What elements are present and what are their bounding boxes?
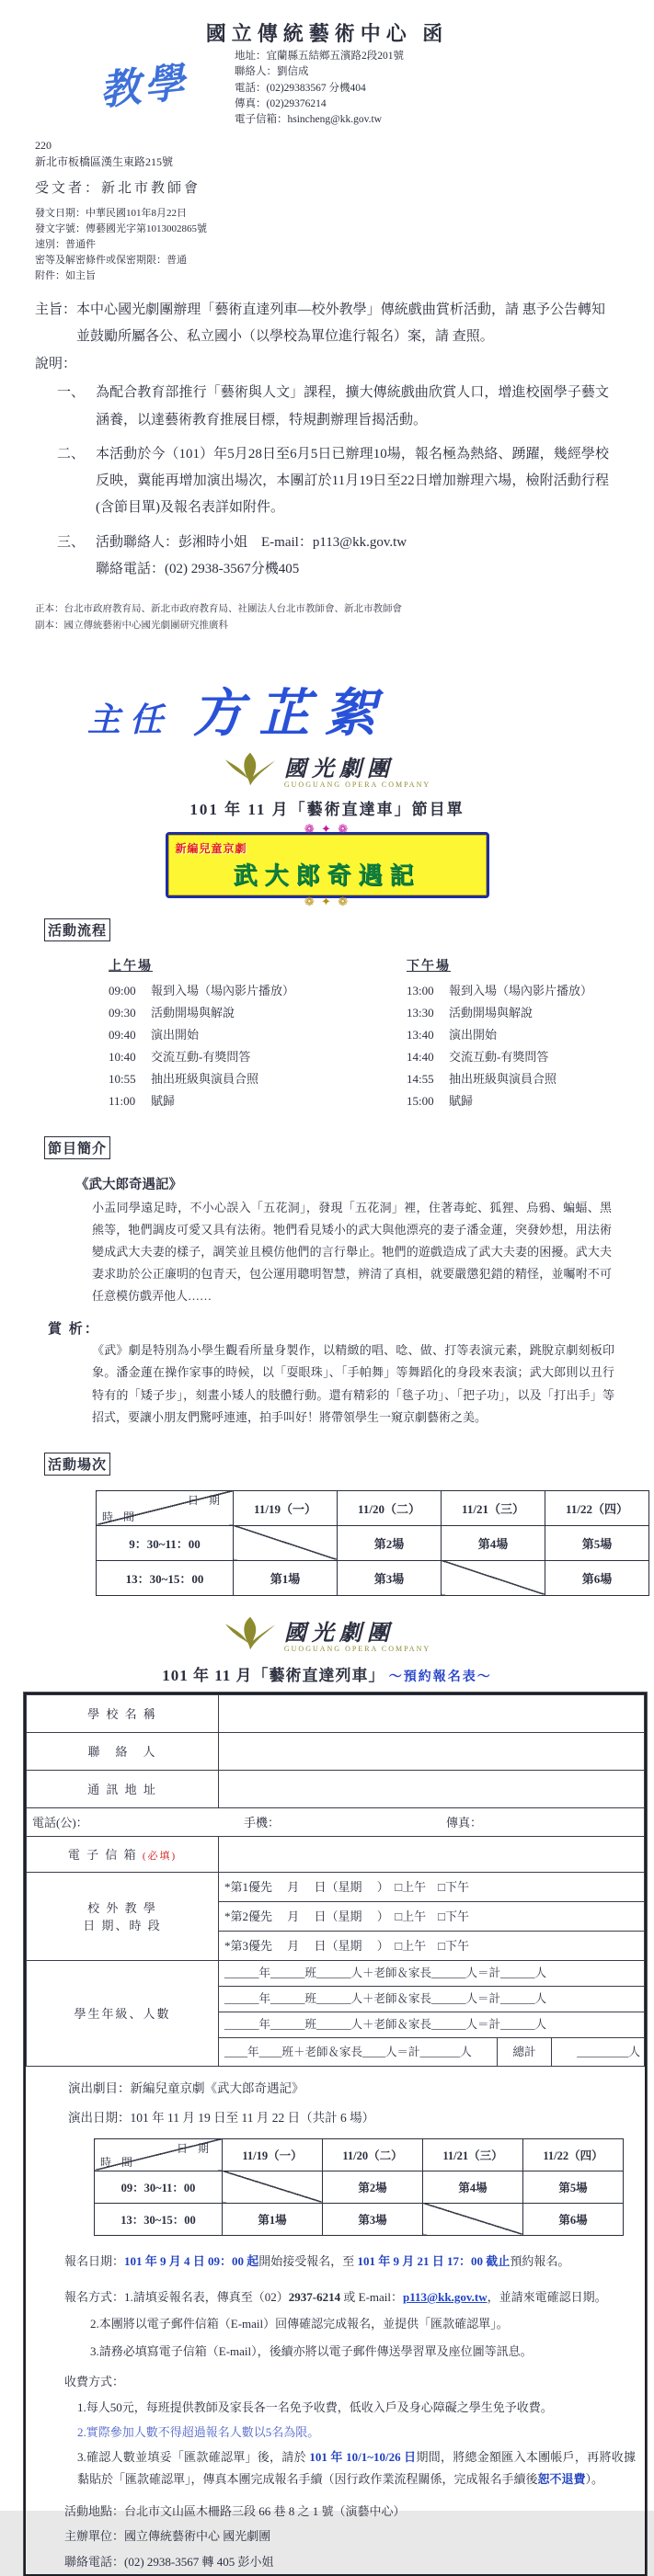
signup-start: 101 年 9 月 4 日 09：00 起 [124,2253,259,2268]
flow-row [407,980,654,1002]
play-synopsis: 小盂同學遠足時，不小心誤入「五花洞」，發現「五花洞」裡，住著毒蛇、狐狸、烏鴉、蝙蝠、黑熊等，牠們調皮可愛又具有法術。牠們看見矮小的武大與他漂亮的妻子潘金蓮，突發妙想，用法術變成武大夫妻的樣子，調笑並且模仿他們的言行舉止。牠們的遊戲造成了武大夫妻的困擾。武大夫妻求助於公正廉明的包青天，包公運用聰明智慧，辨清了真相，就要嚴懲犯錯的精怪，並囑咐不可任意模仿戲弄他人…… [92,1201,612,1304]
session-cell: 第4場 [442,1525,545,1560]
flow-event: 賦歸 [449,1094,474,1109]
flow-event: 報到入場（場內影片播放） [151,983,295,997]
date-header: 11/22（四） [545,1490,649,1525]
flow-event: 演出開始 [151,1028,200,1043]
fax-number: 2937-6214 [288,2290,341,2305]
item3-line2: 聯絡電話：(02) 2938-3567分機405 [96,561,300,576]
intro-section-label: 節目簡介 [44,1136,110,1159]
form-title-main: 101 年 11 月「藝術直達列車」 [162,1666,385,1684]
fax-label: 傳真： [446,1816,483,1830]
date-header: 11/19（一） [223,2138,323,2171]
flow-row [407,1002,654,1024]
session-cell: 第3場 [323,2203,423,2235]
visit-date-label: 校 外 教 學 日 期、時 段 [27,1872,219,1960]
fee-item-1: 1.每人50元，每班提供教師及家長各一名免予收費，低收入戶及身心障礙之學生免予收費。 [77,2399,553,2414]
program-sheet-title: 101 年 11 月「藝術直達車」節目單 [189,800,465,818]
afternoon-schedule [407,956,654,1112]
session-cell: 第2場 [338,1525,442,1560]
date-header: 11/21（三） [423,2138,523,2171]
no-session-cell [223,2171,323,2203]
sender-contact: 聯絡人：劉信成 [235,66,309,78]
form-footer [64,2499,645,2574]
subject-text: 本中心國光劇團辦理「藝術直達列車—校外教學」傳統戲曲賞析活動，請 惠予公告轉知並鼓勵所屬各公、私立國小（以學校為單位進行報名）案，請 查照。 [76,302,605,344]
table-row [95,2203,624,2235]
corner-date-label: 日 期 [176,2141,212,2155]
form-fields-table [26,1694,645,2067]
signature-title: 主任 [87,701,173,738]
form-title [0,1662,654,1685]
item-text: 為配合教育部推行「藝術與人文」課程，擴大傳統戲曲欣賞人口，增進校園學子藝文涵養，以達藝術教育推展目標，特規劃辦理旨揭活動。 [96,385,609,427]
flow-event: 報到入場（場內影片播放） [449,983,593,997]
letter-head [0,0,654,128]
session-cell: 第5場 [545,1525,649,1560]
sender-contact-block [235,49,654,128]
school-name-label: 學 校 名 稱 [27,1694,219,1732]
time-cell: 13：30~15：00 [97,1560,234,1595]
flow-time: 15:00 [407,1094,434,1109]
time-cell: 9：30~11：00 [97,1525,234,1560]
flow-event: 交流互動-有獎問答 [151,1050,251,1065]
flow-section-label: 活動流程 [44,918,110,941]
subject-label: 主旨： [35,302,77,318]
time-cell: 13：30~15：00 [95,2203,223,2235]
date-header: 11/21（三） [442,1490,545,1525]
document-title: 國立傳統藝術中心 函 [205,22,449,45]
date-header: 11/20（二） [338,1490,442,1525]
corner-time-label: 時 間 [102,1510,139,1523]
date-header: 11/22（四） [523,2138,624,2171]
attachment-note: 附件：如主旨 [35,270,96,282]
afternoon-header: 下午場 [407,959,451,974]
mailing-address-label: 通 訊 地 址 [27,1770,219,1807]
cc-copy: 副本：國立傳統藝術中心國光劇團研究推廣科 [35,621,228,632]
form-row-address [27,1770,645,1807]
company-name: 國光劇團 [283,757,395,781]
recipient-line: 受文者：新北市教師會 [35,181,201,197]
flow-row [407,1024,654,1046]
fee-label: 收費方式： [64,2375,125,2389]
flow-time: 13:40 [407,1028,434,1043]
flow-event: 抽出班級與演員合照 [151,1072,259,1087]
show-banner [166,821,489,908]
priority-3-row[interactable]: *第3優先 月 日（星期 ） □上午 □下午 [219,1931,645,1960]
time-cell: 09：30~11：00 [95,2171,223,2203]
doc-number: 發文字號：傳藝國光字第1013002865號 [35,223,207,235]
banner-ornament-bottom: ❁ ✦ ❁ [304,894,350,908]
organizer-line: 主辦單位：國立傳統藝術中心 國光劇團 [64,2529,271,2544]
table-row [97,1525,649,1560]
flow-time: 13:30 [407,1005,434,1020]
morning-schedule [109,956,356,1112]
issue-date: 發文日期：中華民國101年8月22日 [35,208,187,220]
fee-item-3: 3.確認人數並填妥「匯款確認單」後，請於 101 年 10/1~10/26 日期間，將總金額匯入本團帳戶，再將收據黏貼於「匯款確認單」，傳真本團完成報名手續（因行政作業流程關係，完成報名手續後恕不退費）。 [77,2450,636,2486]
flow-row [407,1068,654,1090]
date-header: 11/19（一） [234,1490,338,1525]
speed-class: 速別：普通件 [35,239,96,251]
flow-event: 演出開始 [449,1028,498,1043]
flow-row [407,1090,654,1112]
explanation-item-1 [57,380,609,434]
flow-time: 09:00 [109,983,136,997]
teaching-stamp: 教學 [98,60,190,114]
total-field[interactable]: _________人 [577,2045,640,2058]
opera-company-logo-2 [0,1614,654,1653]
venue-line: 活動地點：台北市文山區木柵路三段 66 巷 8 之 1 號（演藝中心） [64,2504,406,2519]
school-name-field[interactable] [219,1694,645,1732]
banner-ornament-top: ❁ ✦ ❁ [304,821,350,836]
session-cell: 第4場 [423,2171,523,2203]
contact-phone-line: 聯絡電話：(02) 2938-3567 轉 405 彭小姐 [64,2554,274,2569]
flow-event: 活動開場與解說 [151,1005,235,1020]
email-field[interactable] [219,1836,645,1872]
item-number: 二、 [57,446,86,462]
company-name: 國光劇團 [283,1621,395,1646]
form-row-email [27,1836,645,1872]
no-session-cell [423,2203,523,2235]
letter-meta [35,206,654,284]
explanation-label: 說明： [35,357,77,372]
signup-date-label: 報名日期： [64,2253,125,2268]
students-row[interactable]: ______年______班______人＋老師＆家長______人＝計______人 [219,1986,645,2012]
flow-time: 14:55 [407,1072,434,1087]
session-cell: 第1場 [234,1560,338,1595]
corner-date-label: 日 期 [187,1493,224,1507]
banner-show-title: 武大郎奇遇記 [233,861,421,889]
explanation-item-2 [57,441,609,522]
corner-time-label: 時 間 [100,2155,137,2169]
item-number: 一、 [57,385,86,401]
students-row[interactable]: ______年______班______人＋老師＆家長______人＝計______人 [219,1960,645,1986]
session-cell: 第6場 [523,2203,624,2235]
session-cell: 第3場 [338,1560,442,1595]
item3-line1: 活動聯絡人：彭湘時小姐 E-mail：p113@kk.gov.tw [96,534,407,550]
flow-time: 14:40 [407,1050,434,1065]
form-row-phones [27,1807,645,1836]
item-text: 本活動於今（101）年5月28日至6月5日已辦理10場，報名極為熱絡、踴躍，幾經學校反映，冀能再增加演出場次，本團訂於11月19日至22日增加辦理六場，檢附活動行程(含節目單)及報名表詳如附件。 [96,446,609,516]
email-required-note: (必填) [142,1851,178,1863]
flow-row [407,1046,654,1068]
office-phone-label: 電話(公)： [32,1816,88,1830]
date-header: 11/20（二） [323,2138,423,2171]
sender-tel: 電話：(02)29383567 分機404 [235,82,366,94]
table-row [95,2171,624,2203]
flow-time: 10:40 [109,1050,136,1065]
form-sessions-table [94,2138,624,2236]
table-header-row [95,2138,624,2171]
analysis-label: 賞 析： [48,1322,100,1338]
email-label: 電 子 信 箱 [67,1848,138,1863]
contact-person-field[interactable] [219,1732,645,1770]
play-title: 《武大郎奇遇記》 [75,1178,182,1193]
no-session-cell [234,1525,338,1560]
flow-time: 09:40 [109,1028,136,1043]
flow-time: 13:00 [407,983,434,997]
payment-period: 101 年 10/1~10/26 日 [309,2450,417,2465]
sender-address: 地址：宜蘭縣五結鄉五濱路2段201號 [235,51,404,62]
show-title-line: 演出劇目：新編兒童京劇《武大郎奇遇記》 [68,2080,304,2095]
contact-person-label: 聯 絡 人 [27,1732,219,1770]
signature-name: 方芷絮 [192,685,392,743]
diagonal-header-cell [95,2138,223,2171]
signup-method-2: 2.本團將以電子郵件信箱（E-mail）回傳確認完成報名，並提供「匯款確認單」。 [90,2317,509,2331]
flow-row [109,1090,356,1112]
priority-2-row[interactable]: *第2優先 月 日（星期 ） □上午 □下午 [219,1901,645,1931]
session-cell: 第1場 [223,2203,323,2235]
students-last-row[interactable]: ____年____班＋老師＆家長____人＝計_______人 [224,2045,472,2058]
form-row-students-1 [27,1960,645,1986]
form-row-contact [27,1732,645,1770]
cc-original: 正本：台北市政府教育局、新北市政府教育局、社團法人台北市教師會、新北市教師會 [35,604,402,615]
flow-event: 交流互動-有獎問答 [449,1050,549,1065]
flow-row [109,1046,356,1068]
banner-genre-tag: 新編兒童京劇 [175,841,247,855]
signup-method-label: 報名方式： [64,2290,125,2305]
recipient-street: 新北市板橋區漢生東路215號 [35,155,174,169]
fee-item-2: 2.實際參加人數不得超過報名人數以5名為限。 [77,2424,320,2439]
mobile-label: 手機： [244,1816,281,1830]
diagonal-header-cell [97,1490,234,1525]
security-class: 密等及解密條件或保密期限：普通 [35,255,187,267]
item-number: 三、 [57,534,86,550]
cc-block [35,601,654,634]
recipient-zip: 220 [35,139,52,153]
flow-event: 抽出班級與演員合照 [449,1072,557,1087]
flow-schedule [109,956,654,1112]
students-label: 學生年級、人數 [27,1960,219,2066]
no-refund-note: 恕不退費 [537,2471,586,2486]
flow-row [109,1024,356,1046]
flow-time: 11:00 [109,1094,136,1109]
flow-row [109,980,356,1002]
sender-fax: 傳真：(02)29376214 [235,97,327,109]
flow-row [109,1068,356,1090]
table-header-row [97,1490,649,1525]
recipient-address-block [35,137,654,170]
form-title-sub: ～預約報名表～ [388,1670,492,1684]
company-name-en: GUOGUANG OPERA COMPANY [283,1644,431,1653]
no-session-cell [442,1560,545,1595]
director-signature-stamp [87,673,654,747]
orchid-logo-icon [224,1615,277,1652]
sender-email: 電子信箱：hsincheng@kk.gov.tw [235,114,382,125]
session-cell: 第5場 [523,2171,624,2203]
signup-method-1: 報名方式：1.請填妥報名表，傳真至（02）2937-6214 或 E-mail：p113@kk.gov.tw，並請來電確認日期。 [64,2290,607,2305]
email-link[interactable]: p113@kk.gov.tw [403,2290,488,2305]
total-label: 總計 [497,2038,552,2066]
signup-date-line: 報名日期：101 年 9 月 4 日 09：00 起開始接受報名，至 101 年 9 月 21 日 17：00 截止預約報名。 [64,2253,570,2268]
priority-1-row[interactable]: *第1優先 月 日（星期 ） □上午 □下午 [219,1872,645,1901]
sessions-table [96,1490,649,1596]
flow-time: 09:30 [109,1005,136,1020]
explanation-item-3 [57,530,609,584]
company-name-en: GUOGUANG OPERA COMPANY [283,780,431,789]
orchid-logo-icon [224,751,277,788]
session-cell: 第6場 [545,1560,649,1595]
signup-method-3: 3.請務必填寫電子信箱（E-mail），後續亦將以電子郵件傳送學習單及座位圖等訊息。 [90,2343,533,2358]
flow-time: 10:55 [109,1072,136,1087]
item-text [96,530,609,584]
morning-header: 上午場 [109,959,153,974]
mailing-address-field[interactable] [219,1770,645,1807]
signup-deadline: 101 年 9 月 21 日 17：00 截止 [357,2253,511,2268]
flow-event: 賦歸 [151,1094,176,1109]
analysis-text: 《武》劇是特別為小學生觀看所量身製作，以精緻的唱、唸、做、打等表演元素，跳脫京劇刻板印象。潘金蓮在操作家事的時候，以「耍眼珠」、「手帕舞」等舞蹈化的身段來表演；武大郎則以丑行特有的「矮子步」，刻畫小矮人的肢體行動。還有精彩的「毯子功」、「把子功」，以及「打出手」等招式，要讓小朋友們驚呼連連，拍手叫好！將帶領學生一窺京劇藝術之美。 [92,1343,614,1424]
subject-paragraph [35,297,605,349]
flow-row [109,1002,356,1024]
form-row-priority-1 [27,1872,645,1901]
session-cell: 第2場 [323,2171,423,2203]
students-row[interactable]: ______年______班______人＋老師＆家長______人＝計______人 [219,2012,645,2037]
show-date-line: 演出日期：101 年 11 月 19 日至 11 月 22 日（共計 6 場） [68,2110,375,2125]
sessions-section-label: 活動場次 [44,1453,110,1476]
form-row-school [27,1694,645,1732]
flow-event: 活動開場與解說 [449,1005,534,1020]
registration-form [24,1693,647,2576]
table-row [97,1560,649,1595]
opera-company-logo [0,750,654,789]
